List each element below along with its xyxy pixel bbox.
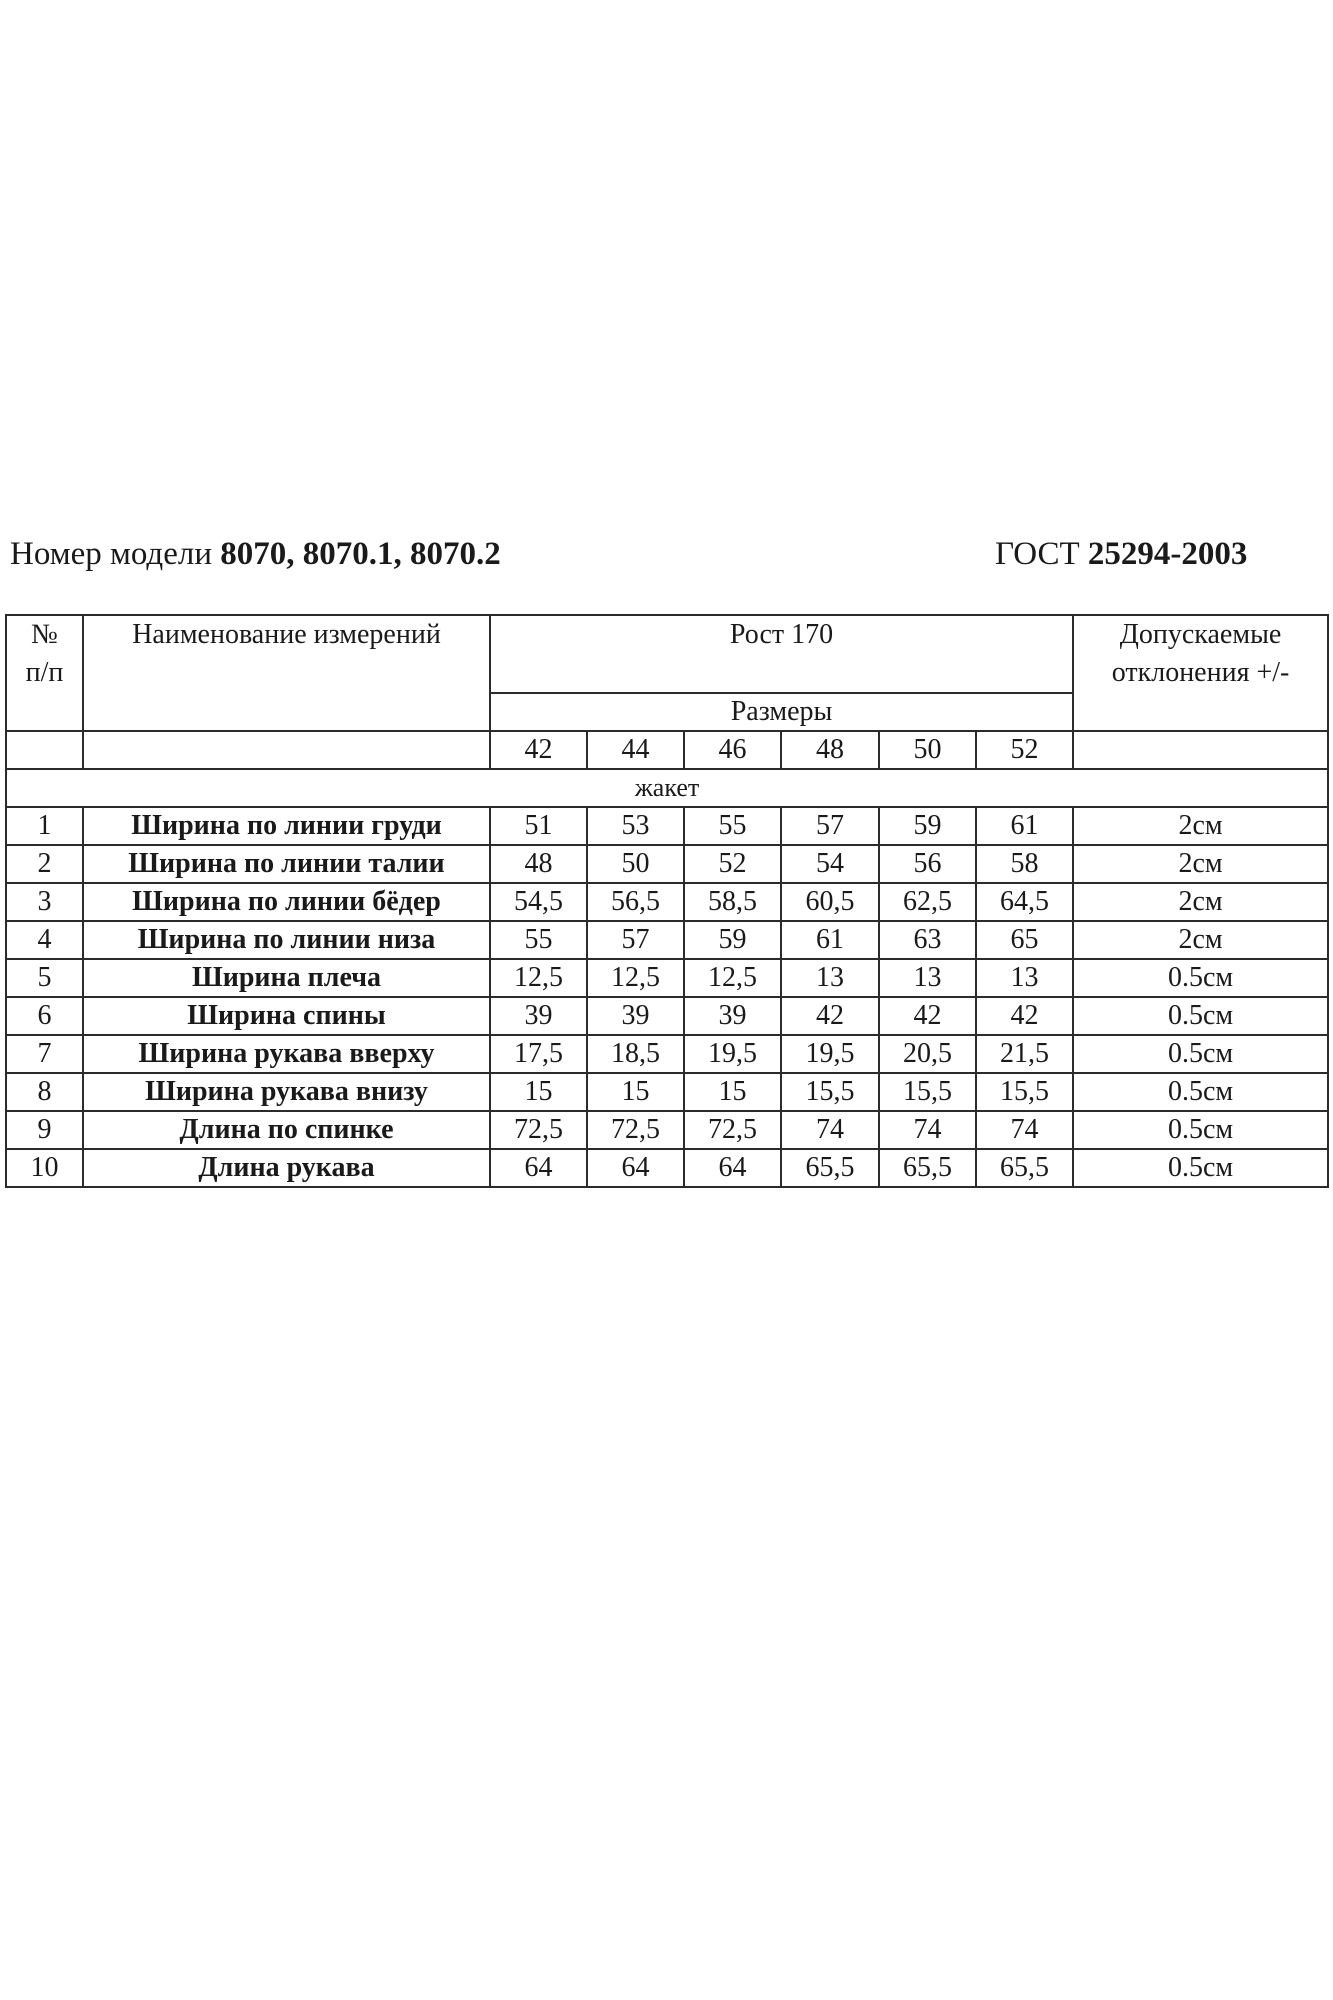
header-number-line2: п/п	[25, 657, 64, 688]
size-value: 61	[976, 807, 1073, 845]
size-value: 74	[976, 1111, 1073, 1149]
empty-cell	[1073, 731, 1328, 769]
size-value: 55	[490, 921, 587, 959]
gost-label: ГОСТ	[995, 536, 1088, 572]
size-value: 58	[976, 845, 1073, 883]
size-value: 12,5	[587, 959, 684, 997]
size-value: 39	[587, 997, 684, 1035]
size-value: 39	[684, 997, 781, 1035]
size-value: 12,5	[490, 959, 587, 997]
header-tolerance-cell	[1073, 615, 1328, 731]
tolerance-value: 0.5см	[1073, 959, 1328, 997]
table-row	[6, 1149, 1328, 1187]
document-heading	[10, 528, 1280, 580]
size-value: 72,5	[684, 1111, 781, 1149]
size-value: 15	[490, 1073, 587, 1111]
measurement-name: Ширина рукава внизу	[83, 1073, 490, 1111]
tolerance-value: 0.5см	[1073, 1073, 1328, 1111]
size-value: 60,5	[781, 883, 879, 921]
size-value: 57	[781, 807, 879, 845]
size-value: 15	[587, 1073, 684, 1111]
gost-number: 25294-2003	[1087, 536, 1248, 572]
header-row-3	[6, 731, 1328, 769]
measurement-name: Ширина по линии низа	[83, 921, 490, 959]
size-value: 15,5	[781, 1073, 879, 1111]
size-value: 64,5	[976, 883, 1073, 921]
tolerance-value: 2см	[1073, 845, 1328, 883]
table-row	[6, 1073, 1328, 1111]
size-value: 48	[490, 845, 587, 883]
section-row	[6, 769, 1328, 807]
table-row	[6, 1035, 1328, 1073]
header-height-cell	[490, 615, 1073, 693]
size-value: 18,5	[587, 1035, 684, 1073]
table-row	[6, 883, 1328, 921]
header-name-cell	[83, 615, 490, 731]
size-value: 42	[879, 997, 976, 1035]
size-value: 15,5	[879, 1073, 976, 1111]
row-number: 10	[6, 1149, 83, 1187]
size-value: 56	[879, 845, 976, 883]
size-header-cell: 46	[684, 731, 781, 769]
size-value: 63	[879, 921, 976, 959]
header-height: Рост 170	[729, 619, 834, 650]
table-row	[6, 845, 1328, 883]
header-number-cell	[6, 615, 83, 731]
size-value: 12,5	[684, 959, 781, 997]
size-value: 65,5	[781, 1149, 879, 1187]
header-number-line1: №	[31, 619, 58, 650]
model-label: Номер модели	[10, 536, 221, 572]
empty-cell	[83, 731, 490, 769]
measurement-name: Ширина по линии талии	[83, 845, 490, 883]
measurement-name: Ширина по линии бёдер	[83, 883, 490, 921]
gost-line	[995, 528, 1247, 580]
measurement-name: Ширина спины	[83, 997, 490, 1035]
row-number: 4	[6, 921, 83, 959]
size-value: 13	[879, 959, 976, 997]
measurement-name: Длина рукава	[83, 1149, 490, 1187]
table-body	[6, 615, 1328, 1187]
row-number: 2	[6, 845, 83, 883]
size-value: 39	[490, 997, 587, 1035]
size-value: 64	[587, 1149, 684, 1187]
tolerance-value: 2см	[1073, 921, 1328, 959]
size-value: 65,5	[976, 1149, 1073, 1187]
tolerance-value: 0.5см	[1073, 1035, 1328, 1073]
row-number: 6	[6, 997, 83, 1035]
size-value: 57	[587, 921, 684, 959]
table-row	[6, 997, 1328, 1035]
table-row	[6, 959, 1328, 997]
size-value: 15,5	[976, 1073, 1073, 1111]
measurement-name: Ширина по линии груди	[83, 807, 490, 845]
tolerance-value: 0.5см	[1073, 997, 1328, 1035]
size-value: 65,5	[879, 1149, 976, 1187]
size-value: 21,5	[976, 1035, 1073, 1073]
row-number: 5	[6, 959, 83, 997]
size-value: 42	[976, 997, 1073, 1035]
size-value: 62,5	[879, 883, 976, 921]
size-value: 15	[684, 1073, 781, 1111]
measurement-name: Длина по спинке	[83, 1111, 490, 1149]
tolerance-value: 0.5см	[1073, 1111, 1328, 1149]
size-value: 19,5	[781, 1035, 879, 1073]
size-value: 64	[490, 1149, 587, 1187]
size-header-cell: 44	[587, 731, 684, 769]
tolerance-value: 2см	[1073, 807, 1328, 845]
size-value: 17,5	[490, 1035, 587, 1073]
size-value: 55	[684, 807, 781, 845]
table-row	[6, 807, 1328, 845]
row-number: 9	[6, 1111, 83, 1149]
model-numbers: 8070, 8070.1, 8070.2	[220, 536, 501, 572]
empty-cell	[6, 731, 83, 769]
row-number: 7	[6, 1035, 83, 1073]
size-value: 72,5	[587, 1111, 684, 1149]
size-value: 72,5	[490, 1111, 587, 1149]
size-value: 54,5	[490, 883, 587, 921]
size-value: 19,5	[684, 1035, 781, 1073]
row-number: 3	[6, 883, 83, 921]
header-name: Наименование измерений	[132, 619, 441, 650]
size-value: 51	[490, 807, 587, 845]
size-value: 54	[781, 845, 879, 883]
table-row	[6, 921, 1328, 959]
tolerance-value: 0.5см	[1073, 1149, 1328, 1187]
size-value: 61	[781, 921, 879, 959]
size-header-cell: 50	[879, 731, 976, 769]
size-value: 20,5	[879, 1035, 976, 1073]
size-header-cell: 52	[976, 731, 1073, 769]
size-value: 13	[976, 959, 1073, 997]
size-chart-table	[5, 614, 1329, 1188]
measurement-name: Ширина плеча	[83, 959, 490, 997]
size-value: 59	[684, 921, 781, 959]
size-value: 56,5	[587, 883, 684, 921]
header-row-1	[6, 615, 1328, 693]
size-value: 64	[684, 1149, 781, 1187]
size-value: 13	[781, 959, 879, 997]
table-row	[6, 1111, 1328, 1149]
size-value: 58,5	[684, 883, 781, 921]
model-number-line	[10, 528, 501, 580]
tolerance-value: 2см	[1073, 883, 1328, 921]
size-value: 53	[587, 807, 684, 845]
row-number: 8	[6, 1073, 83, 1111]
size-value: 52	[684, 845, 781, 883]
header-tolerance-line1: Допускаемые	[1119, 619, 1282, 650]
size-header-cell: 42	[490, 731, 587, 769]
size-value: 74	[781, 1111, 879, 1149]
measurement-name: Ширина рукава вверху	[83, 1035, 490, 1073]
size-value: 65	[976, 921, 1073, 959]
section-label: жакет	[6, 769, 1328, 807]
size-value: 42	[781, 997, 879, 1035]
row-number: 1	[6, 807, 83, 845]
size-header-cell: 48	[781, 731, 879, 769]
size-value: 50	[587, 845, 684, 883]
size-value: 74	[879, 1111, 976, 1149]
header-tolerance-line2: отклонения +/-	[1111, 657, 1290, 688]
header-sizes-label: Размеры	[490, 693, 1073, 731]
size-value: 59	[879, 807, 976, 845]
